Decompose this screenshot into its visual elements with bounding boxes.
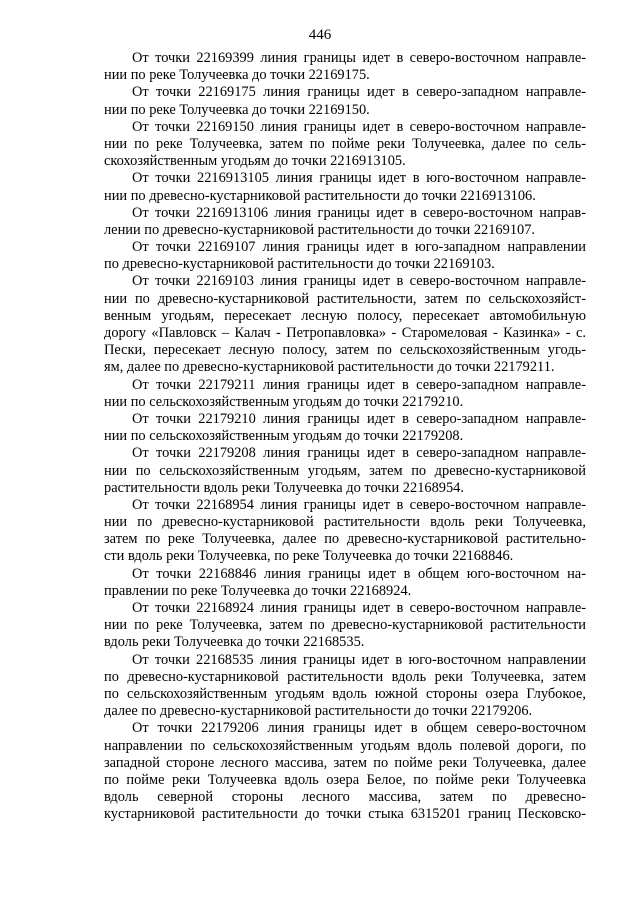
text-line: по древесно-кустарниковой растительности вдоль реки Толучеевка, затем bbox=[104, 668, 586, 685]
text-line: нии по древесно-кустарниковой растительности до точки 2216913106. bbox=[104, 187, 536, 204]
text-line: нии по реке Толучеевка, затем по пойме реки Толучеевка, далее по сель- bbox=[104, 135, 586, 152]
text-line: нии по реке Толучеевка до точки 22169175. bbox=[104, 67, 370, 84]
paragraph-first-line: От точки 22168924 линия границы идет в северо-восточном направле- bbox=[132, 600, 586, 616]
text-line: кустарниковой растительности до точки стыка 6315201 границ Песковско- bbox=[104, 806, 586, 823]
text-line: сти вдоль реки Толучеевка, по реке Толучеевка до точки 22168846. bbox=[104, 548, 514, 565]
text-line: затем по реке Толучеевка, далее по древесно-кустарниковой растительно- bbox=[104, 531, 586, 548]
paragraph-first-line: От точки 2216913106 линия границы идет в северо-восточном направ- bbox=[132, 204, 586, 221]
paragraph-first-line: От точки 22168846 линия границы идет в общем юго-восточном на- bbox=[132, 565, 586, 582]
page-number: 446 bbox=[308, 27, 332, 43]
text-line: венным угодьям, пересекает лесную полосу, пересекает автомобильную bbox=[104, 307, 586, 324]
paragraph-first-line: От точки 22179206 линия границы идет в общем северо-восточном bbox=[132, 720, 586, 737]
paragraph-first-line: От точки 22179211 линия границы идет в северо-западном направле- bbox=[132, 376, 586, 393]
text-line: дорогу «Павловск – Калач - Петропавловка» - Старомеловая - Казинка» - с. bbox=[104, 325, 586, 341]
text-line: нии по сельскохозяйственным угодьям до точки 22179208. bbox=[104, 428, 464, 445]
text-line: по сельскохозяйственным угодьям вдоль южной стороны озера Глубокое, bbox=[104, 685, 586, 702]
paragraph-first-line: От точки 22169399 линия границы идет в северо-восточном направле- bbox=[132, 50, 586, 66]
paragraph-first-line: От точки 22169103 линия границы идет в северо-восточном направле- bbox=[132, 273, 586, 290]
text-line: западной стороне лесного массива, затем по пойме реки Толучеевка, далее bbox=[104, 754, 586, 771]
text-line: по древесно-кустарниковой растительности до точки 22169103. bbox=[104, 256, 495, 273]
paragraph-first-line: От точки 22169150 линия границы идет в северо-восточном направле- bbox=[132, 118, 586, 135]
text-line: вдоль реки Толучеевка до точки 22168535. bbox=[104, 634, 365, 651]
text-line: нии по древесно-кустарниковой растительности вдоль реки Толучеевка, bbox=[104, 514, 586, 531]
text-line: ям, далее по древесно-кустарниковой растительности до точки 22179211. bbox=[104, 359, 555, 376]
text-line: нии по древесно-кустарниковой растительности, затем по сельскохозяйст- bbox=[104, 290, 586, 307]
paragraph-first-line: От точки 22168954 линия границы идет в северо-восточном направле- bbox=[132, 496, 586, 513]
text-line: Пески, пересекает лесную полосу, затем по сельскохозяйственным угодь- bbox=[104, 342, 586, 359]
paragraph-first-line: От точки 22179208 линия границы идет в северо-западном направле- bbox=[132, 445, 586, 462]
text-line: вдоль северной стороны лесного массива, затем по древесно- bbox=[104, 789, 586, 806]
text-line: скохозяйственным угодьям до точки 2216913105. bbox=[104, 153, 406, 170]
paragraph-first-line: От точки 22169175 линия границы идет в северо-западном направле- bbox=[132, 84, 586, 101]
text-line: нии по сельскохозяйственным угодьям до точки 22179210. bbox=[104, 393, 464, 410]
text-line: правлении по реке Толучеевка до точки 22168924. bbox=[104, 582, 412, 599]
paragraph-first-line: От точки 22168535 линия границы идет в юго-восточном направлении bbox=[132, 651, 586, 668]
text-line: нии по реке Толучеевка до точки 22169150. bbox=[104, 101, 370, 118]
text-line: далее по древесно-кустарниковой растительности до точки 22179206. bbox=[104, 703, 533, 720]
text-line: растительности вдоль реки Толучеевка до точки 22168954. bbox=[104, 479, 464, 496]
paragraph-first-line: От точки 22169107 линия границы идет в юго-западном направлении bbox=[132, 239, 586, 256]
text-line: нии по сельскохозяйственным угодьям, затем по древесно-кустарниковой bbox=[104, 462, 586, 479]
text-line: лении по древесно-кустарниковой растительности до точки 22169107. bbox=[104, 221, 536, 238]
document-body bbox=[104, 50, 586, 823]
paragraph-first-line: От точки 2216913105 линия границы идет в юго-восточном направле- bbox=[132, 170, 586, 187]
text-line: по пойме реки Толучеевка вдоль озера Белое, по пойме реки Толучеевка bbox=[104, 771, 586, 788]
text-line: нии по реке Толучеевка, затем по древесно-кустарниковой растительности bbox=[104, 617, 586, 634]
paragraph-first-line: От точки 22179210 линия границы идет в северо-западном направле- bbox=[132, 410, 586, 427]
text-line: направлении по сельскохозяйственным угодьям вдоль полевой дороги, по bbox=[104, 737, 586, 754]
